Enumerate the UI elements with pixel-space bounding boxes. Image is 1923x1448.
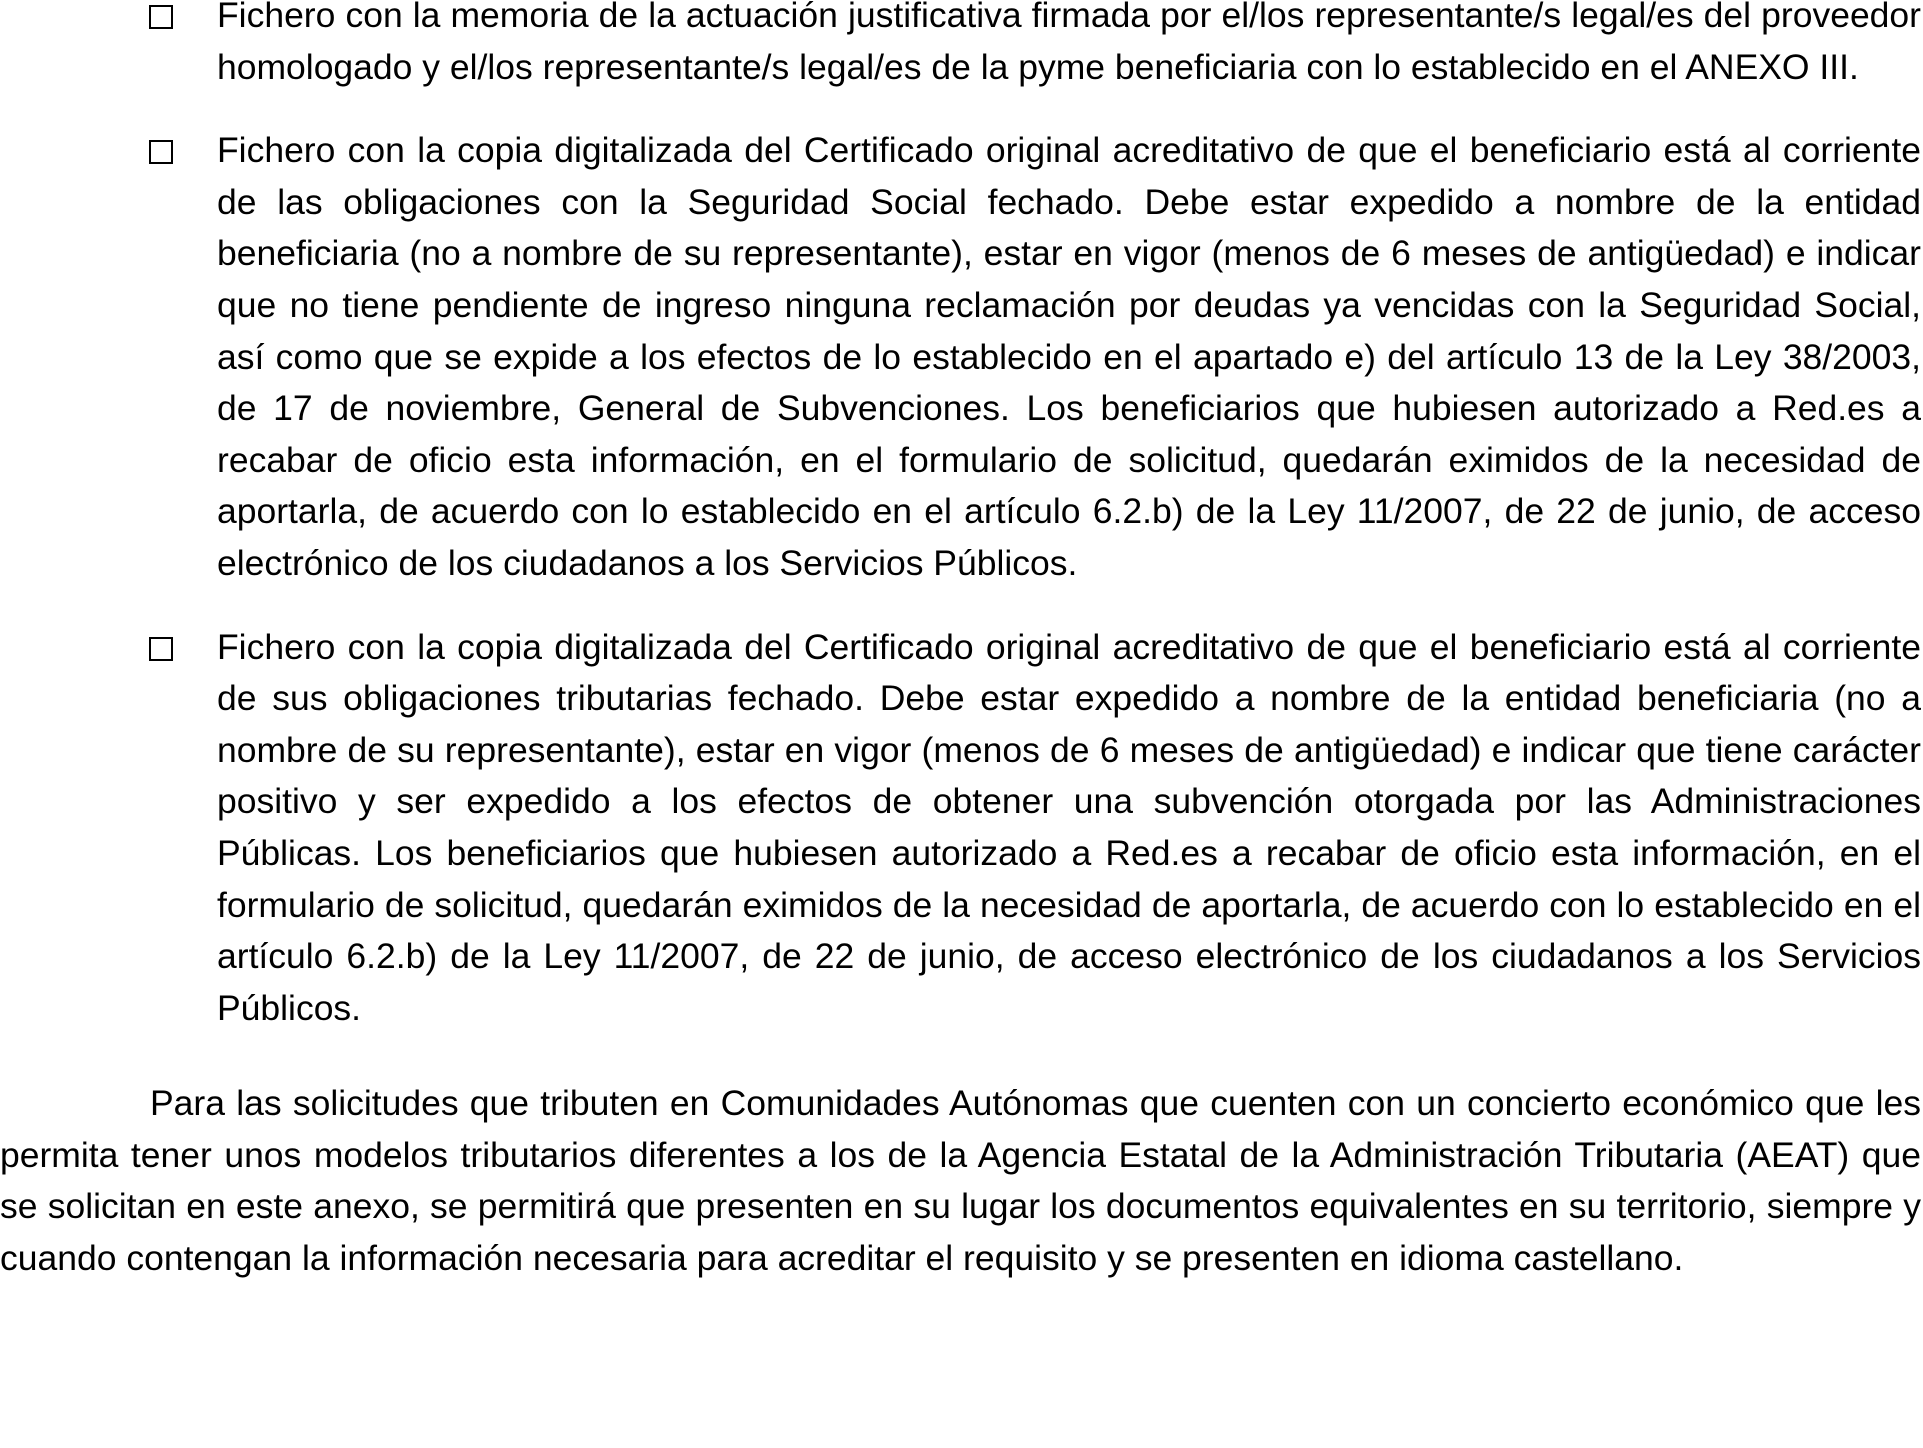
- checklist-item-text: Fichero con la copia digitalizada del Certificado original acreditativo de que el beneficiario está al corriente de las obligaciones con la Seguridad Social fechado. Debe estar expedido a nombre de la entidad beneficiaria (no a nombre de su representante), estar en vigor (menos de 6 meses de antigüedad) e indicar que no tiene pendiente de ingreso ninguna reclamación por deudas ya vencidas con la Seguridad Social, así como que se expide a los efectos de lo establecido en el apartado e) del artículo 13 de la Ley 38/2003, de 17 de noviembre, General de Subvenciones. Los beneficiarios que hubiesen autorizado a Red.es a recabar de oficio esta información, en el formulario de solicitud, quedarán eximidos de la necesidad de aportarla, de acuerdo con lo establecido en el artículo 6.2.b) de la Ley 11/2007, de 22 de junio, de acceso electrónico de los ciudadanos a los Servicios Públicos.: [217, 130, 1921, 583]
- checkbox-memoria[interactable]: [149, 5, 173, 29]
- checklist-item-memoria: [0, 0, 1923, 93]
- checklist-item-tributarias: [0, 622, 1923, 1035]
- closing-paragraph: Para las solicitudes que tributen en Comunidades Autónomas que cuenten con un concierto económico que les permita tener unos modelos tributarios diferentes a los de la Agencia Estatal de la Administración Tributaria (AEAT) que se solicitan en este anexo, se permitirá que presenten en su lugar los documentos equivalentes en su territorio, siempre y cuando contengan la información necesaria para acreditar el requisito y se presenten en idioma castellano.: [0, 1083, 1921, 1279]
- checkbox-seguridad-social[interactable]: [149, 140, 173, 164]
- checklist-item-text: Fichero con la memoria de la actuación justificativa firmada por el/los representante/s legal/es del proveedor homologado y el/los representante/s legal/es de la pyme beneficiaria con lo establecido en el ANEXO III.: [217, 0, 1921, 87]
- checklist-item-text: Fichero con la copia digitalizada del Certificado original acreditativo de que el beneficiario está al corriente de sus obligaciones tributarias fechado. Debe estar expedido a nombre de la entidad beneficiaria (no a nombre de su representante), estar en vigor (menos de 6 meses de antigüedad) e indicar que tiene carácter positivo y ser expedido a los efectos de obtener una subvención otorgada por las Administraciones Públicas. Los beneficiarios que hubiesen autorizado a Red.es a recabar de oficio esta información, en el formulario de solicitud, quedarán eximidos de la necesidad de aportarla, de acuerdo con lo establecido en el artículo 6.2.b) de la Ley 11/2007, de 22 de junio, de acceso electrónico de los ciudadanos a los Servicios Públicos.: [217, 626, 1921, 1028]
- checklist-item-seguridad-social: [0, 125, 1923, 589]
- checkbox-tributarias[interactable]: [149, 637, 173, 661]
